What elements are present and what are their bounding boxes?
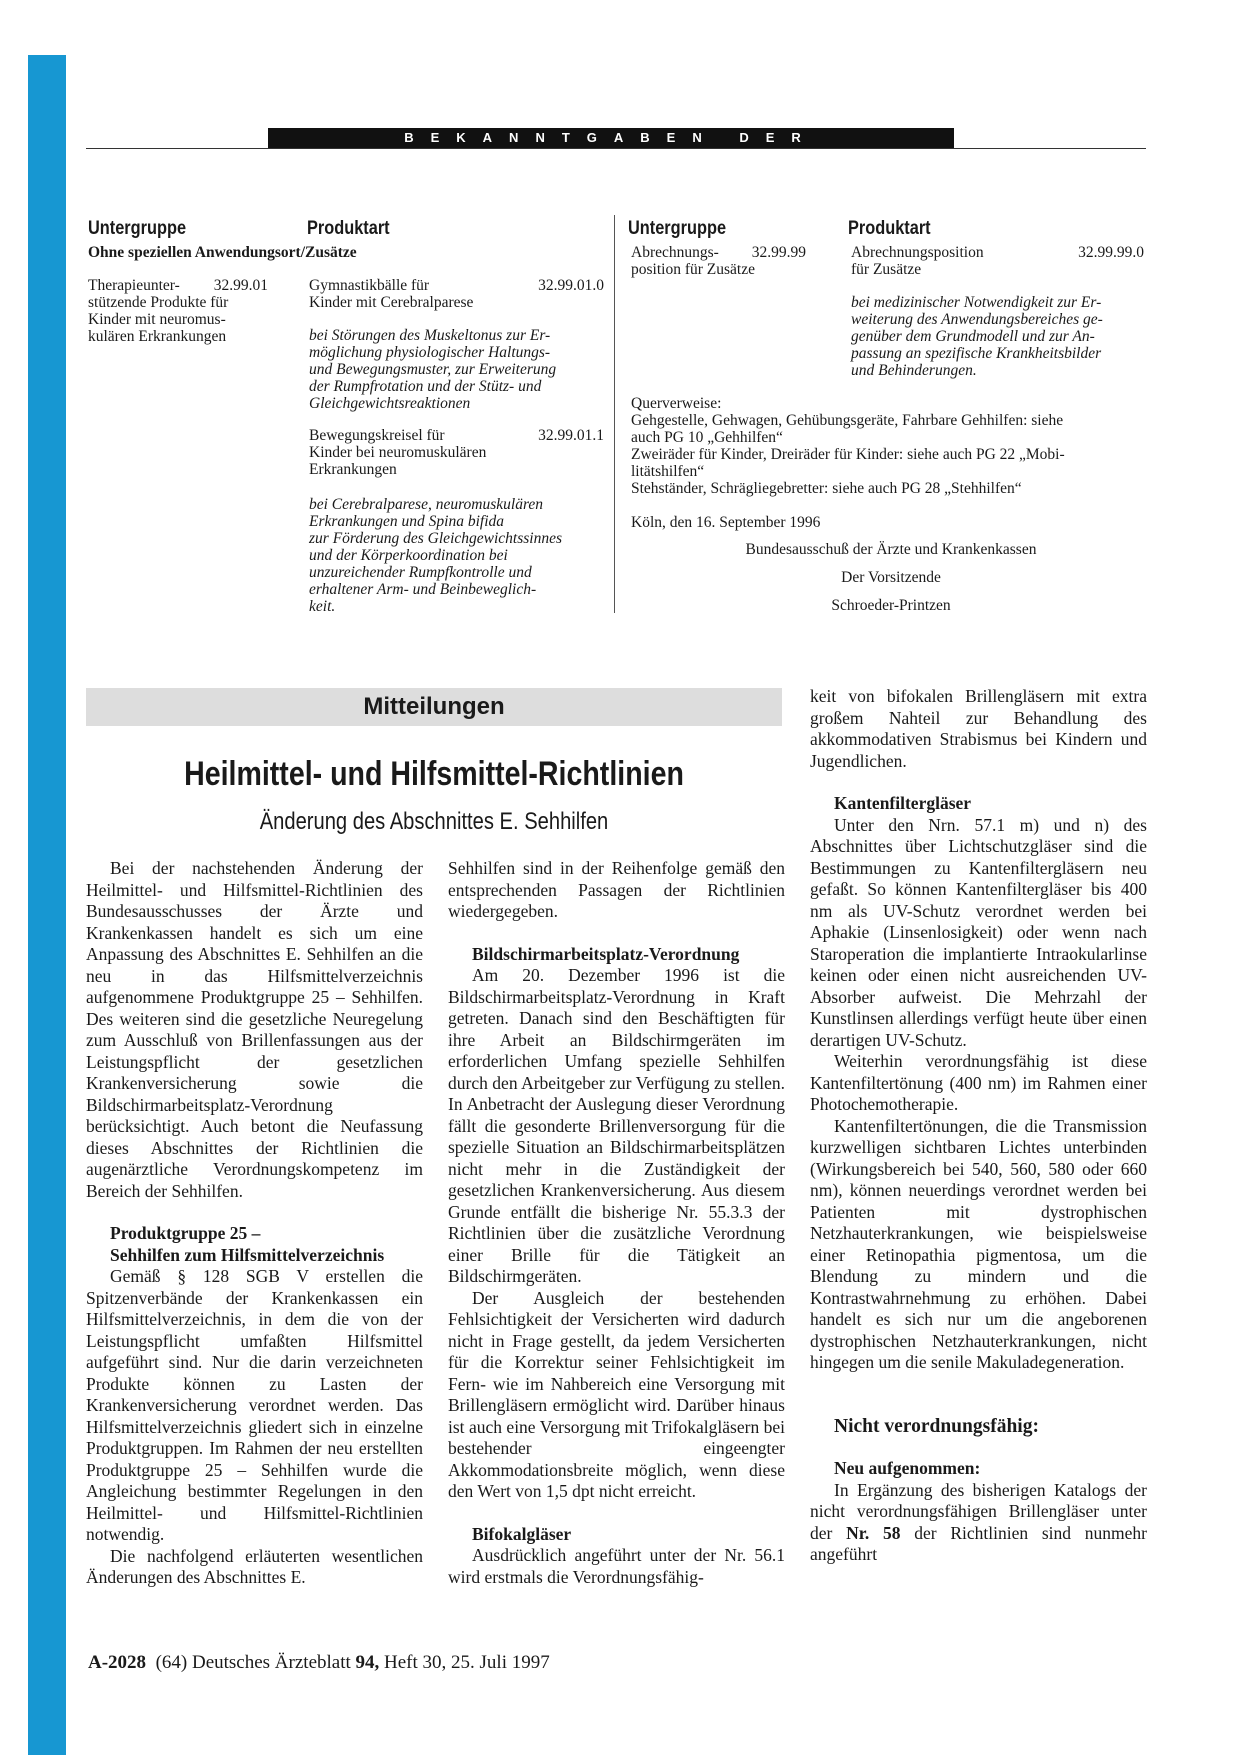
subheading-large: Nicht verordnungsfähig: [834,1415,1039,1437]
paragraph: Kantenfiltertönungen, die die Transmission kurzwelligen sichtbaren Lichtes unterbinden (Wirkungsbereich bei 540, 560, 580 oder 660 nm), können neuerdings verordnet werden bei Patienten mit dystrophischen Netzhauterkrankungen, wie beispielsweise einer Retinopathia pigmentosa, um die Blendung zu mindern und die Kontrastwahrnehmung zu erhöhen. Dabei handelt es sich nur um die angeborenen dystrophischen Netzhauterkrankungen, nicht hingegen um die senile Makuladegeneration. [810,1115,1147,1372]
text-column-1 [86,858,423,1589]
table-right-col2-head: Produktart [848,218,931,239]
paragraph: Sehhilfen sind in der Reihenfolge gemäß den entsprechenden Passagen der Richtlinien wiedergegeben. [448,858,785,921]
table-left-item-2-note: bei Cerebralparese, neuromuskulären Erkrankungen und Spina bifida zur Förderung des Gleichgewichtssinnes und der Körperkoordination bei unzureichender Rumpfkontrolle und erhaltener Arm- und Beinbeweglich- keit. [309,496,562,615]
text-column-2 [448,858,785,1588]
paragraph: Die nachfolgend erläuterten wesentlichen Änderungen des Abschnittes E. [86,1545,423,1587]
paragraph: Unter den Nrn. 57.1 m) und n) des Abschnittes über Lichtschutzgläser sind die Bestimmungen zu Kantenfiltergläsern neu gefaßt. So können Kantenfiltergläser bis 400 nm als UV-Schutz verordnet werden bei Aphakie (Linsenlosigkeit) oder wenn nach Staroperation die implantierte Intraokularlinse keinen oder einen nicht ausreichenden UV-Absorber aufweist. Die Mehrzahl der Kunstlinsen allerdings verfügt heute über einen derartigen UV-Schutz. [810,814,1147,1050]
table-right-col1-head: Untergruppe [628,218,727,239]
subheading: Bifokalgläser [472,1523,572,1544]
signature-name: Schroeder-Printzen [831,597,951,614]
text-column-3 [810,686,1147,1566]
paragraph: Gemäß § 128 SGB V erstellen die Spitzenverbände der Krankenkassen ein Hilfsmittelverzeichnis, in dem die von der Leistungspflicht umfaßten Hilfsmittel aufgeführt sind. Nur die darin verzeichneten Produkte können zu Lasten der Krankenversicherung verordnet werden. Das Hilfsmittelverzeichnis gliedert sich in einzelne Produktgruppen. Im Rahmen der neu erstellten Produktgruppe 25 – Sehhilfen wurde die Angleichung bestimmter Regelungen in den Heilmittel- und Hilfsmittel-Richtlinien notwendig. [86,1266,423,1544]
table-left-col2-head: Produktart [307,218,390,239]
table-right-item-code: 32.99.99.0 [1078,244,1144,261]
subheading: Bildschirmarbeitsplatz-Verordnung [472,943,740,964]
table-left-col1-head: Untergruppe [88,218,187,239]
signature-body: Bundesausschuß der Ärzte und Krankenkassen [745,541,1037,558]
paragraph: Am 20. Dezember 1996 ist die Bildschirmarbeitsplatz-Verordnung in Kraft getreten. Danach sind den Beschäftigten für ihre Arbeit an Bildschirmgeräten im erforderlichen Umfang spezielle Sehhilfen durch den Arbeitgeber zur Verfügung zu stellen. In Anbetracht der Auslegung dieser Verordnung fällt die gesonderte Brillenversorgung für die spezielle Situation an Bildschirmarbeitsplätzen nicht mehr in die Zuständigkeit der gesetzlichen Krankenversicherung. Aus diesem Grunde entfällt die bisherige Nr. 55.3.3 der Richtlinien über die zusätzliche Verordnung einer Brille für die Tätigkeit an Bildschirmgeräten. [448,965,785,1286]
subheading: Kantenfiltergläser [834,793,972,813]
cross-references: Querverweise: Gehgestelle, Gehwagen, Gehübungsgeräte, Fahrbare Gehhilfen: siehe auch PG 10 „Gehhilfen“ Zweiräder für Kinder, Dreiräder für Kinder: siehe auch PG 22 „Mobi- litätshilfen“ Stehständer, Schrägliegebretter: siehe auch PG 28 „Stehhilfen“ [631,395,1065,497]
paragraph: Ausdrücklich angeführt unter der Nr. 56.1 wird erstmals die Verordnungsfähig- [448,1545,785,1587]
paragraph: Bei der nachstehenden Änderung der Heilmittel- und Hilfsmittel-Richtlinien des Bundesausschusses der Ärzte und Krankenkassen handelt es sich um eine Anpassung des Abschnittes E. Sehhilfen an die neu in das Hilfsmittelverzeichnis aufgenommene Produktgruppe 25 – Sehhilfen. Des weiteren sind die gesetzliche Neuregelung zum Ausschluß von Brillenfassungen aus der Leistungspflicht der gesetzlichen Krankenversicherung sowie die Bildschirmarbeitsplatz-Verordnung berücksichtigt. Auch betont die Neufassung dieses Abschnittes der Richtlinien die augenärztliche Verordnungskompetenz im Bereich der Sehhilfen. [86,858,423,1201]
signature-role: Der Vorsitzende [841,569,941,586]
page-footer: A-2028 (64) Deutsches Ärzteblatt 94, Heft 30, 25. Juli 1997 [88,1652,550,1673]
section-header-band: BEKANNTGABEN DER HERAUSGEBER [268,128,954,148]
paragraph: In Ergänzung des bisherigen Katalogs der nicht verordnungsfähigen Brillengläser unter der Nr. 58 der Richtlinien sind nunmehr angeführt [810,1479,1147,1564]
paragraph: Der Ausgleich der bestehenden Fehlsichtigkeit der Versicherten wird dadurch nicht in Frage gestellt, da jedem Versicherten für die Korrektur seiner Fehlsichtigkeit im Fern- wie im Nahbereich eine Versorgung mit Brillengläsern ermöglicht wird. Darüber hinaus ist auch eine Versorgung mit Trifokalgläsern bei bestehender eingeengter Akkommodationsbreite möglich, wenn diese den Wert von 1,5 dpt nicht erreicht. [448,1287,785,1501]
subheading: Neu aufgenommen: [834,1458,981,1478]
blue-margin-bar [28,55,66,1755]
header-rule [86,148,1146,149]
table-left-subgroup: Therapieunter- stützende Produkte für Kinder mit neuromus- kulären Erkrankungen [88,277,229,345]
table-left-item-1-code: 32.99.01.0 [538,277,604,294]
section-label: Mitteilungen [363,693,505,720]
table-right-subgroup-code: 32.99.99 [751,244,806,261]
page-number: A-2028 [88,1652,147,1673]
table-right-item: Abrechnungsposition für Zusätze [851,244,984,278]
table-right-item-note: bei medizinischer Notwendigkeit zur Er- weiterung des Anwendungsbereiches ge- genüber dem Grundmodell und zur An- passung an spezifische Krankheitsbilder und Behinderungen. [851,294,1103,379]
table-left-group-heading: Ohne speziellen Anwendungsort/Zusätze [88,244,357,261]
article-subtitle: Änderung des Abschnittes E. Sehhilfen [259,808,609,835]
article-title: Heilmittel- und Hilfsmittel-Richtlinien [184,755,684,793]
table-left-item-1-note: bei Störungen des Muskeltonus zur Er- möglichung physiologischer Haltungs- und Bewegungsmuster, zur Erweiterung der Rumpfrotation und der Stütz- und Gleichgewichtsreaktionen [309,327,557,412]
paragraph: keit von bifokalen Brillengläsern mit extra großem Nahteil zur Behandlung des akkommodativen Strabismus bei Kindern und Jugendlichen. [810,686,1147,771]
subheading: Produktgruppe 25 – [110,1223,261,1243]
paragraph: Weiterhin verordnungsfähig ist diese Kantenfiltertönung (400 nm) im Rahmen einer Photochemotherapie. [810,1051,1147,1114]
subheading: Sehhilfen zum Hilfsmittelverzeichnis [110,1244,385,1265]
date-line: Köln, den 16. September 1996 [631,514,821,531]
table-left-item-1: Gymnastikbälle für Kinder mit Cerebralparese [309,277,474,311]
table-column-divider [614,215,615,613]
table-left-subgroup-code: 32.99.01 [213,277,268,294]
table-left-item-2-code: 32.99.01.1 [538,427,604,444]
table-right-subgroup: Abrechnungs- position für Zusätze [631,244,755,278]
table-left-item-2: Bewegungskreisel für Kinder bei neuromuskulären Erkrankungen [309,427,487,478]
